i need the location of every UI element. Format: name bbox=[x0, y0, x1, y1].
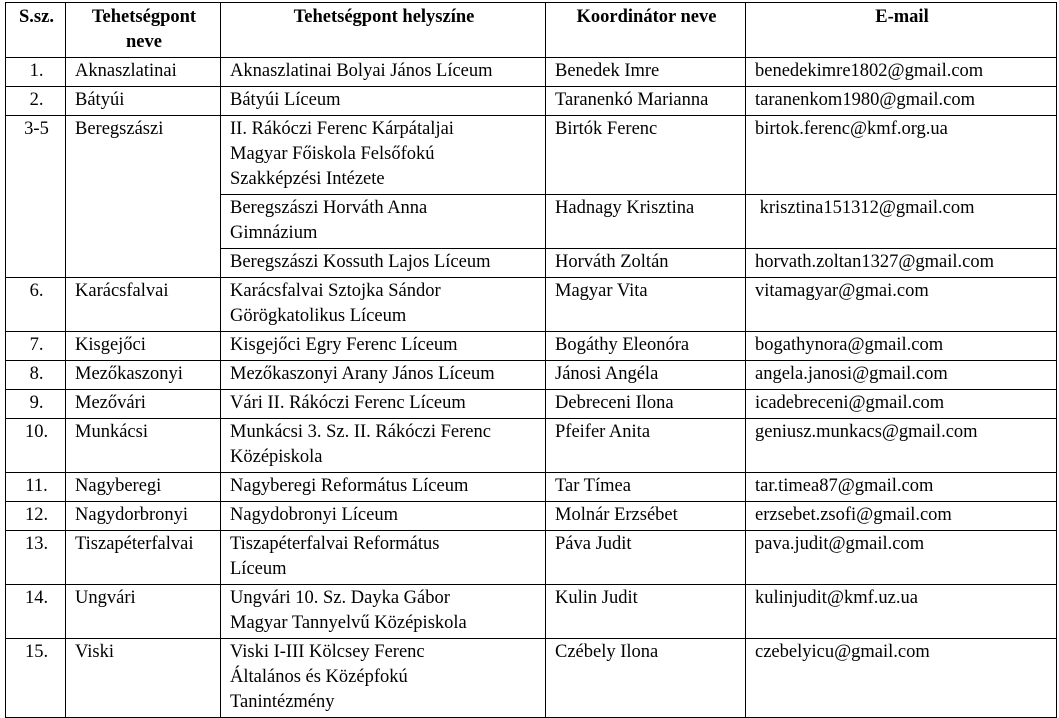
coordinator: Debreceni Ilona bbox=[546, 390, 746, 419]
venue-line: Ungvári 10. Sz. Dayka Gábor bbox=[230, 588, 450, 608]
talent-point-name: Nagydorbronyi bbox=[66, 502, 221, 531]
talent-point-name: Aknaszlatinai bbox=[66, 58, 221, 87]
venue-line: Mezőkaszonyi Arany János Líceum bbox=[230, 364, 495, 384]
row-number: 8. bbox=[6, 361, 66, 390]
venue-line: Magyar Tannyelvű Középiskola bbox=[230, 613, 467, 633]
coordinator: Hadnagy Krisztina bbox=[546, 195, 746, 249]
venue bbox=[221, 419, 546, 473]
email: geniusz.munkacs@gmail.com bbox=[746, 419, 1057, 473]
venue-line: Görögkatolikus Líceum bbox=[230, 306, 407, 326]
coordinator: Czébely Ilona bbox=[546, 639, 746, 718]
table-row bbox=[6, 585, 1057, 639]
talent-point-name: Mezővári bbox=[66, 390, 221, 419]
venue-line: Líceum bbox=[230, 559, 287, 579]
row-number: 9. bbox=[6, 390, 66, 419]
table-row bbox=[6, 58, 1057, 87]
row-number: 1. bbox=[6, 58, 66, 87]
venue-line: Általános és Középfokú bbox=[230, 667, 408, 687]
coordinator: Tar Tímea bbox=[546, 473, 746, 502]
venue-line: Beregszászi Kossuth Lajos Líceum bbox=[230, 252, 491, 272]
email: taranenkom1980@gmail.com bbox=[746, 87, 1057, 116]
venue bbox=[221, 195, 546, 249]
talent-point-name: Kisgejőci bbox=[66, 332, 221, 361]
venue-line: Bátyúi Líceum bbox=[230, 90, 341, 110]
email: horvath.zoltan1327@gmail.com bbox=[746, 249, 1057, 278]
venue bbox=[221, 87, 546, 116]
venue bbox=[221, 473, 546, 502]
talent-point-name: Karácsfalvai bbox=[66, 278, 221, 332]
header-row bbox=[6, 3, 1057, 58]
talent-point-name: Munkácsi bbox=[66, 419, 221, 473]
venue-line: Aknaszlatinai Bolyai János Líceum bbox=[230, 61, 493, 81]
table-row bbox=[6, 473, 1057, 502]
table-row bbox=[6, 87, 1057, 116]
venue bbox=[221, 361, 546, 390]
email: tar.timea87@gmail.com bbox=[746, 473, 1057, 502]
coordinator: Páva Judit bbox=[546, 531, 746, 585]
email: bogathynora@gmail.com bbox=[746, 332, 1057, 361]
table-row bbox=[6, 278, 1057, 332]
header-venue: Tehetségpont helyszíne bbox=[221, 3, 546, 58]
talent-points-table bbox=[5, 2, 1057, 718]
venue-line: Tanintézmény bbox=[230, 692, 335, 712]
email: icadebreceni@gmail.com bbox=[746, 390, 1057, 419]
email: kulinjudit@kmf.uz.ua bbox=[746, 585, 1057, 639]
venue bbox=[221, 531, 546, 585]
coordinator: Bogáthy Eleonóra bbox=[546, 332, 746, 361]
email: krisztina151312@gmail.com bbox=[746, 195, 1057, 249]
row-number: 2. bbox=[6, 87, 66, 116]
venue bbox=[221, 249, 546, 278]
venue-line: Karácsfalvai Sztojka Sándor bbox=[230, 281, 441, 301]
header-coordinator: Koordinátor neve bbox=[546, 3, 746, 58]
row-number: 14. bbox=[6, 585, 66, 639]
venue-line: Beregszászi Horváth Anna bbox=[230, 198, 428, 218]
table-row bbox=[6, 361, 1057, 390]
venue-line: Viski I-III Kölcsey Ferenc bbox=[230, 642, 425, 662]
talent-point-name: Beregszászi bbox=[66, 116, 221, 278]
venue bbox=[221, 390, 546, 419]
row-number: 11. bbox=[6, 473, 66, 502]
talent-point-name: Viski bbox=[66, 639, 221, 718]
venue-line: Nagydobronyi Líceum bbox=[230, 505, 398, 525]
coordinator: Magyar Vita bbox=[546, 278, 746, 332]
header-no: S.sz. bbox=[6, 3, 66, 58]
table-row bbox=[6, 116, 1057, 195]
venue-line: Gimnázium bbox=[230, 223, 318, 243]
coordinator: Kulin Judit bbox=[546, 585, 746, 639]
venue-line: Középiskola bbox=[230, 447, 323, 467]
header-email: E-mail bbox=[746, 3, 1057, 58]
email: czebelyicu@gmail.com bbox=[746, 639, 1057, 718]
table-row bbox=[6, 502, 1057, 531]
row-number: 6. bbox=[6, 278, 66, 332]
table-row bbox=[6, 332, 1057, 361]
table-row bbox=[6, 390, 1057, 419]
venue-line: Szakképzési Intézete bbox=[230, 169, 385, 189]
coordinator: Molnár Erzsébet bbox=[546, 502, 746, 531]
row-number: 15. bbox=[6, 639, 66, 718]
coordinator: Benedek Imre bbox=[546, 58, 746, 87]
venue bbox=[221, 278, 546, 332]
venue bbox=[221, 58, 546, 87]
row-number: 3-5 bbox=[6, 116, 66, 278]
talent-point-name: Mezőkaszonyi bbox=[66, 361, 221, 390]
row-number: 13. bbox=[6, 531, 66, 585]
table-row bbox=[6, 639, 1057, 718]
talent-point-name: Bátyúi bbox=[66, 87, 221, 116]
row-number: 12. bbox=[6, 502, 66, 531]
venue bbox=[221, 585, 546, 639]
venue-line: Nagyberegi Református Líceum bbox=[230, 476, 469, 496]
coordinator: Taranenkó Marianna bbox=[546, 87, 746, 116]
venue bbox=[221, 332, 546, 361]
email: benedekimre1802@gmail.com bbox=[746, 58, 1057, 87]
email: birtok.ferenc@kmf.org.ua bbox=[746, 116, 1057, 195]
venue bbox=[221, 116, 546, 195]
table-row bbox=[6, 419, 1057, 473]
row-number: 7. bbox=[6, 332, 66, 361]
coordinator: Jánosi Angéla bbox=[546, 361, 746, 390]
email: pava.judit@gmail.com bbox=[746, 531, 1057, 585]
coordinator: Birtók Ferenc bbox=[546, 116, 746, 195]
venue-line: Magyar Főiskola Felsőfokú bbox=[230, 144, 435, 164]
venue bbox=[221, 639, 546, 718]
venue-line: Vári II. Rákóczi Ferenc Líceum bbox=[230, 393, 466, 413]
email: angela.janosi@gmail.com bbox=[746, 361, 1057, 390]
table-row bbox=[6, 531, 1057, 585]
venue-line: II. Rákóczi Ferenc Kárpátaljai bbox=[230, 119, 454, 139]
venue-line: Kisgejőci Egry Ferenc Líceum bbox=[230, 335, 458, 355]
venue-line: Tiszapéterfalvai Református bbox=[230, 534, 440, 554]
talent-point-name: Tiszapéterfalvai bbox=[66, 531, 221, 585]
coordinator: Horváth Zoltán bbox=[546, 249, 746, 278]
header-name: Tehetségpont neve bbox=[66, 3, 221, 58]
row-number: 10. bbox=[6, 419, 66, 473]
talent-point-name: Ungvári bbox=[66, 585, 221, 639]
coordinator: Pfeifer Anita bbox=[546, 419, 746, 473]
venue-line: Munkácsi 3. Sz. II. Rákóczi Ferenc bbox=[230, 422, 491, 442]
email: erzsebet.zsofi@gmail.com bbox=[746, 502, 1057, 531]
email: vitamagyar@gmai.com bbox=[746, 278, 1057, 332]
venue bbox=[221, 502, 546, 531]
talent-point-name: Nagyberegi bbox=[66, 473, 221, 502]
